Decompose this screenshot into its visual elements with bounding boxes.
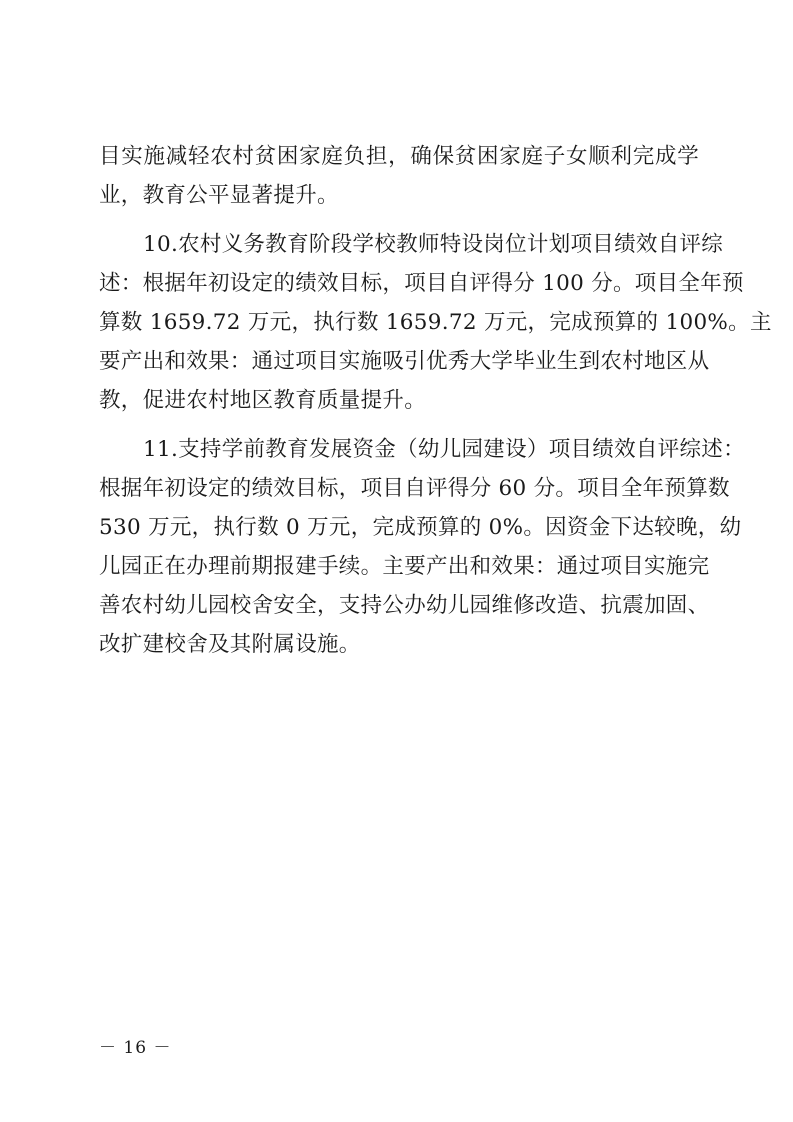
paragraph-line: 善农村幼儿园校舍安全，支持公办幼儿园维修改造、抗震加固、: [99, 593, 710, 618]
paragraph-line: 述：根据年初设定的绩效目标，项目自评得分 100 分。项目全年预: [99, 271, 744, 296]
paragraph-line: 530 万元，执行数 0 万元，完成预算的 0%。因资金下达较晚，幼: [99, 515, 742, 540]
paragraph-line: 业，教育公平显著提升。: [99, 183, 339, 208]
paragraph-line: 目实施减轻农村贫困家庭负担，确保贫困家庭子女顺利完成学: [99, 144, 699, 169]
paragraph-line: 根据年初设定的绩效目标，项目自评得分 60 分。项目全年预算数: [99, 476, 730, 501]
paragraph-line: 改扩建校舍及其附属设施。: [99, 632, 361, 657]
paragraph-line: 要产出和效果：通过项目实施吸引优秀大学毕业生到农村地区从: [99, 349, 710, 374]
page-number: － 16 －: [99, 1038, 172, 1058]
paragraph-line: 11.支持学前教育发展资金（幼儿园建设）项目绩效自评综述：: [143, 437, 745, 462]
paragraph-line: 教，促进农村地区教育质量提升。: [99, 388, 427, 413]
paragraph-line: 算数 1659.72 万元，执行数 1659.72 万元，完成预算的 100%。主: [99, 310, 772, 335]
paragraph-line: 儿园正在办理前期报建手续。主要产出和效果：通过项目实施完: [99, 554, 710, 579]
paragraph-line: 10.农村义务教育阶段学校教师特设岗位计划项目绩效自评综: [143, 232, 724, 257]
